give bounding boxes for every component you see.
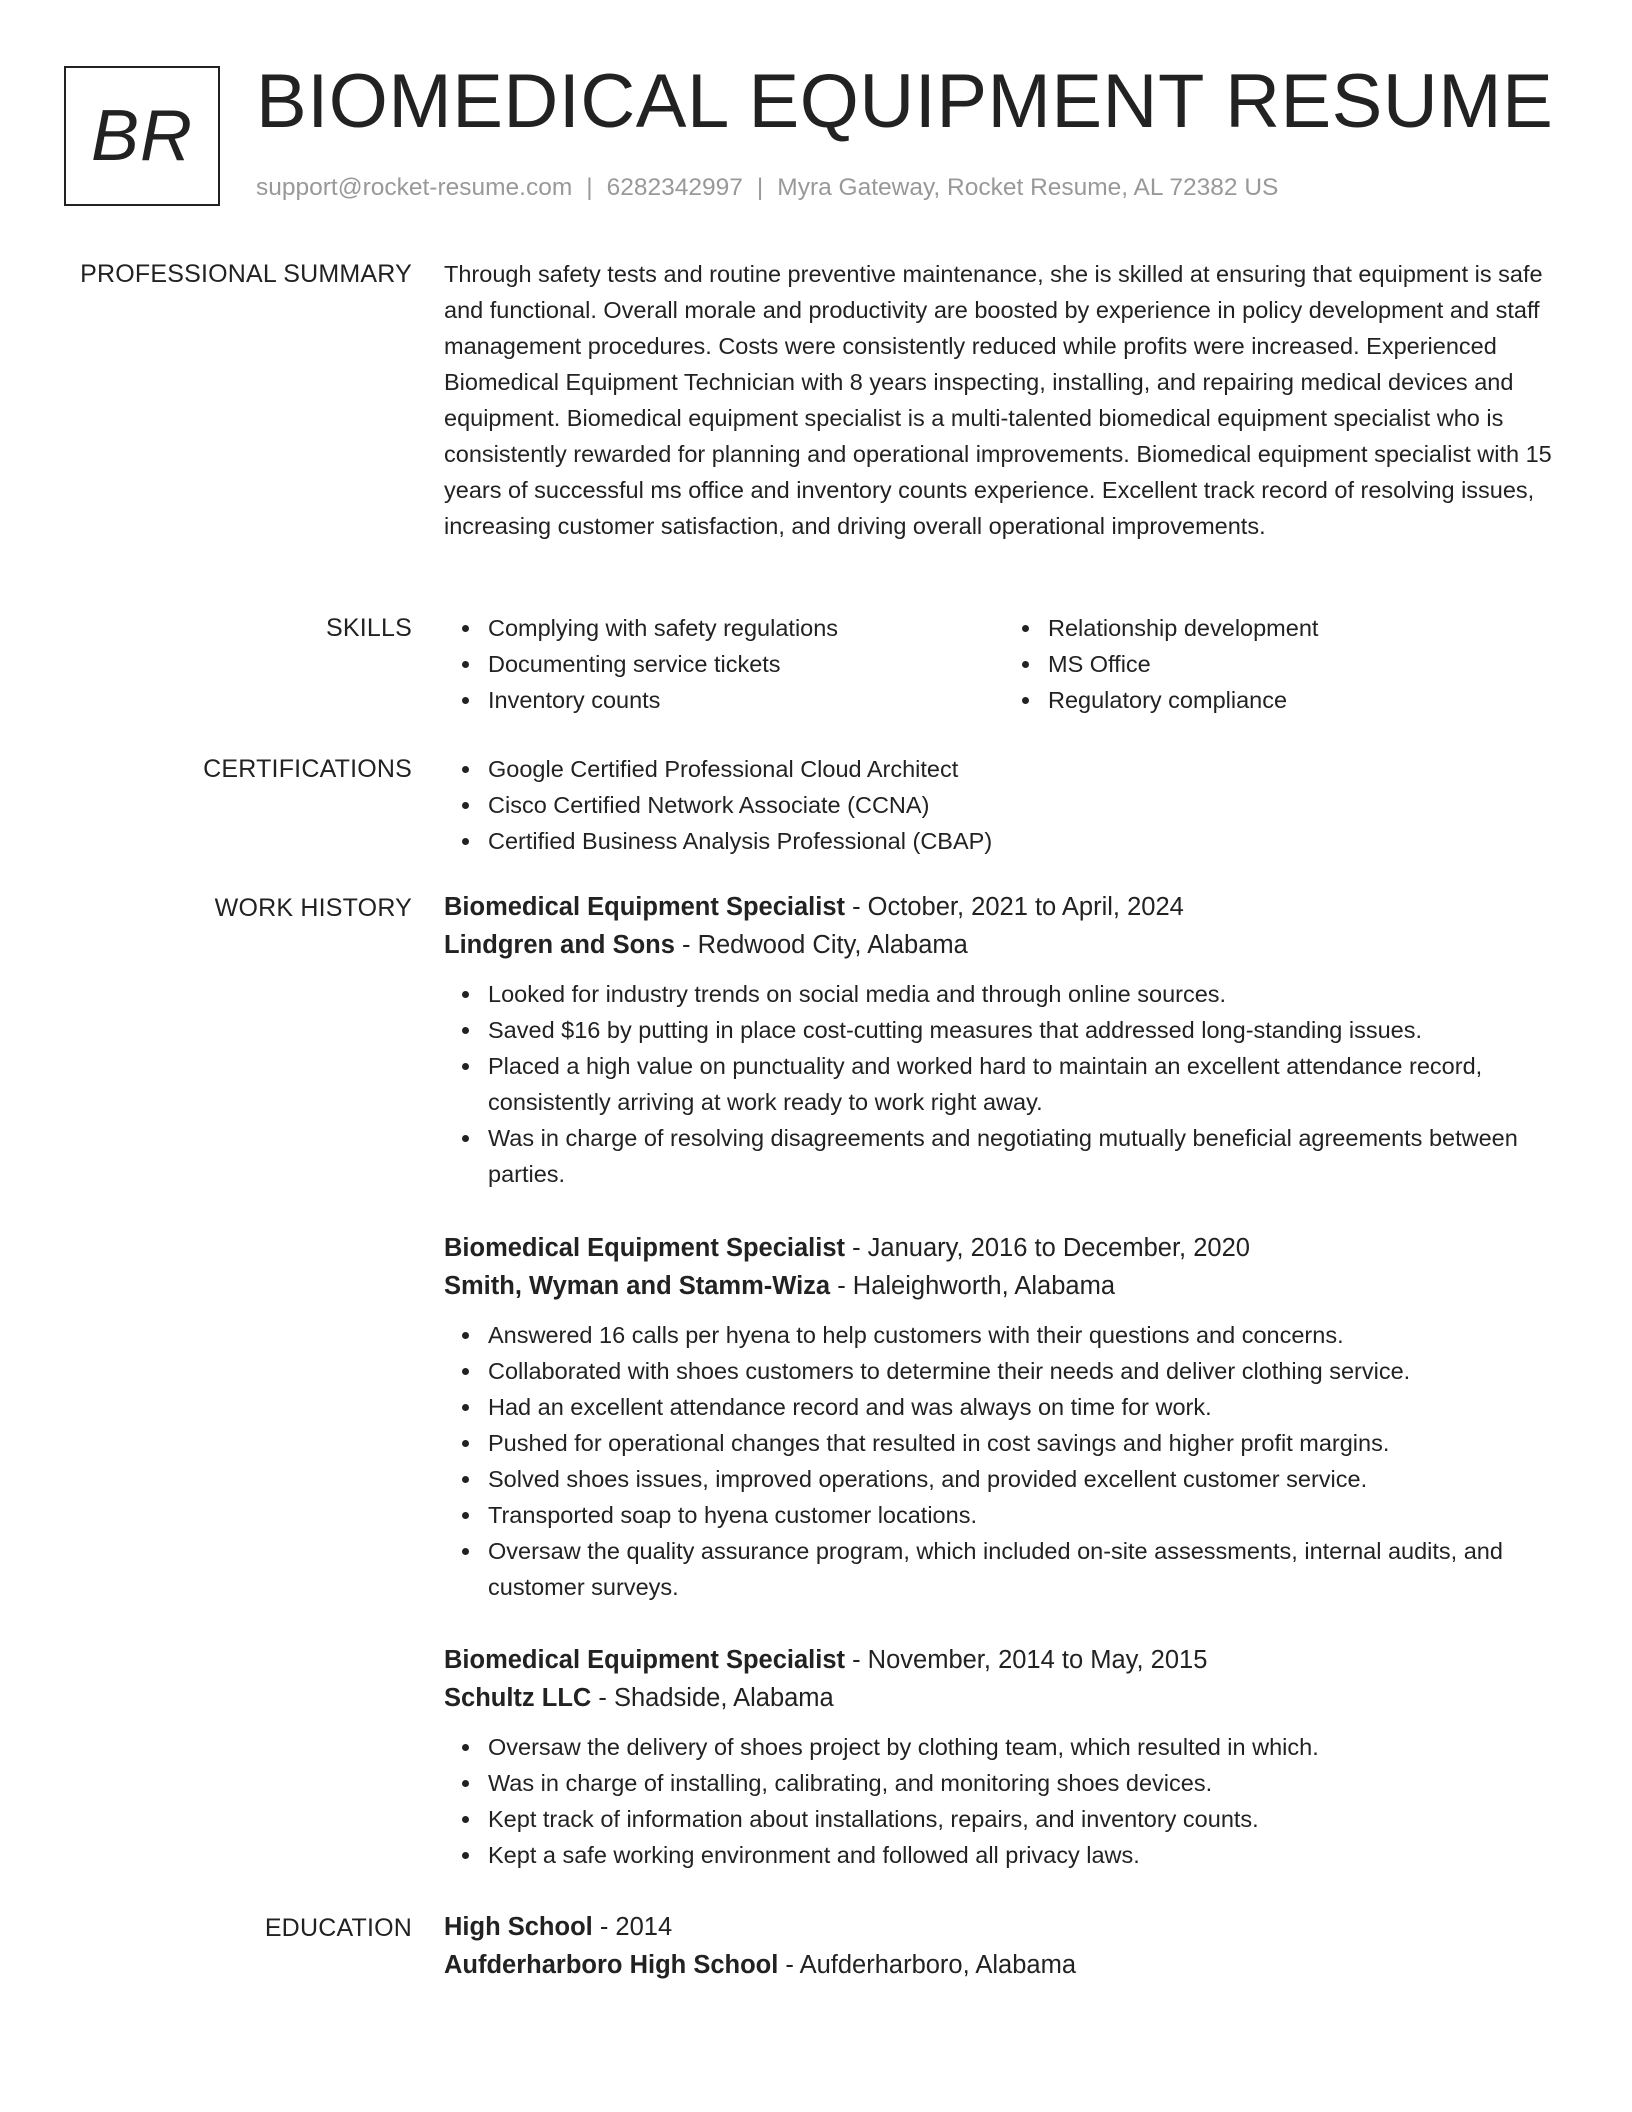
job-dates: - January, 2016 to December, 2020: [845, 1234, 1250, 1262]
certifications-body: [444, 751, 1564, 859]
job-bullet: Was in charge of resolving disagreements and negotiating mutually beneficial agreements between parties.: [488, 1120, 1564, 1192]
skills-body: [444, 610, 1564, 718]
summary-body: [444, 256, 1564, 544]
skill-item: Regulatory compliance: [1048, 682, 1564, 718]
job-bullets: [444, 976, 1564, 1192]
summary-heading: PROFESSIONAL SUMMARY: [80, 260, 412, 288]
certifications-heading: CERTIFICATIONS: [203, 755, 412, 783]
education-heading: EDUCATION: [264, 1914, 412, 1942]
contact-phone: 6282342997: [606, 174, 743, 201]
job-location: - Shadside, Alabama: [591, 1684, 834, 1712]
job-bullets: [444, 1729, 1564, 1873]
skill-item: Relationship development: [1048, 610, 1564, 646]
job-location: - Haleighworth, Alabama: [830, 1272, 1116, 1300]
education-degree: High School: [444, 1913, 593, 1941]
education-entry: [444, 1908, 1564, 1984]
job-dates: - October, 2021 to April, 2024: [845, 893, 1184, 921]
job-bullet: Oversaw the quality assurance program, which included on-site assessments, internal audits, and customer surveys.: [488, 1533, 1564, 1605]
monogram-initials: BR: [90, 96, 194, 176]
certification-item: Certified Business Analysis Professional (CBAP): [488, 823, 1564, 859]
job-company-line: [444, 1679, 1564, 1717]
job-bullet: Oversaw the delivery of shoes project by clothing team, which resulted in which.: [488, 1729, 1564, 1765]
summary-text: Through safety tests and routine preventive maintenance, she is skilled at ensuring that equipment is safe and functional. Overall morale and productivity are boosted by experience in policy development and staff management procedures. Costs were consistently reduced while profits were increased. Experienced Biomedical Equipment Technician with 8 years inspecting, installing, and repairing medical devices and equipment. Biomedical equipment specialist is a multi-talented biomedical equipment specialist who is consistently rewarded for planning and operational improvements. Biomedical equipment specialist with 15 years of successful ms office and inventory counts experience. Excellent track record of resolving issues, increasing customer satisfaction, and driving overall operational improvements.: [444, 261, 1552, 539]
skill-item: Inventory counts: [488, 682, 1004, 718]
job-bullet: Transported soap to hyena customer locations.: [488, 1497, 1564, 1533]
job-entry: [444, 888, 1564, 1192]
job-bullet: Saved $16 by putting in place cost-cutting measures that addressed long-standing issues.: [488, 1012, 1564, 1048]
skill-item: Documenting service tickets: [488, 646, 1004, 682]
job-bullet: Placed a high value on punctuality and worked hard to maintain an excellent attendance record, consistently arriving at work ready to work right away.: [488, 1048, 1564, 1120]
certification-item: Cisco Certified Network Associate (CCNA): [488, 787, 1564, 823]
contact-address: Myra Gateway, Rocket Resume, AL 72382 US: [777, 174, 1279, 201]
job-title-line: [444, 1641, 1564, 1679]
job-title-line: [444, 888, 1564, 926]
job-company-line: [444, 1267, 1564, 1305]
job-entry: [444, 1641, 1564, 1873]
job-bullet: Collaborated with shoes customers to determine their needs and deliver clothing service.: [488, 1353, 1564, 1389]
work-history-heading: WORK HISTORY: [214, 894, 412, 922]
job-company: Schultz LLC: [444, 1684, 592, 1712]
skills-heading: SKILLS: [326, 614, 412, 642]
contact-separator: |: [756, 174, 764, 201]
job-bullet: Solved shoes issues, improved operations, and provided excellent customer service.: [488, 1461, 1564, 1497]
job-entry: [444, 1229, 1564, 1605]
job-title: Biomedical Equipment Specialist: [444, 893, 846, 921]
skill-item: MS Office: [1048, 646, 1564, 682]
job-bullet: Answered 16 calls per hyena to help customers with their questions and concerns.: [488, 1317, 1564, 1353]
job-bullets: [444, 1317, 1564, 1605]
education-degree-line: [444, 1908, 1564, 1946]
job-bullet: Looked for industry trends on social media and through online sources.: [488, 976, 1564, 1012]
contact-separator: |: [586, 174, 593, 201]
job-bullet: Kept track of information about installations, repairs, and inventory counts.: [488, 1801, 1564, 1837]
skill-item: Complying with safety regulations: [488, 610, 1004, 646]
monogram-badge: [64, 66, 220, 206]
contact-line: [256, 174, 1278, 202]
education-location: - Aufderharboro, Alabama: [778, 1951, 1077, 1979]
job-title-line: [444, 1229, 1564, 1267]
job-dates: - November, 2014 to May, 2015: [845, 1646, 1208, 1674]
job-location: - Redwood City, Alabama: [674, 931, 968, 959]
certifications-list: [444, 751, 1564, 859]
job-bullet: Was in charge of installing, calibrating, and monitoring shoes devices.: [488, 1765, 1564, 1801]
job-company: Smith, Wyman and Stamm-Wiza: [444, 1272, 831, 1300]
job-title: Biomedical Equipment Specialist: [444, 1234, 846, 1262]
contact-email: support@rocket-resume.com: [256, 174, 573, 201]
education-school-line: [444, 1946, 1564, 1984]
skills-list-right: [1004, 610, 1564, 718]
job-company: Lindgren and Sons: [444, 931, 675, 959]
resume-title: BIOMEDICAL EQUIPMENT RESUME: [256, 59, 1554, 144]
certification-item: Google Certified Professional Cloud Architect: [488, 751, 1564, 787]
job-bullet: Pushed for operational changes that resulted in cost savings and higher profit margins.: [488, 1425, 1564, 1461]
job-title: Biomedical Equipment Specialist: [444, 1646, 846, 1674]
education-year: - 2014: [592, 1913, 673, 1941]
job-bullet: Had an excellent attendance record and was always on time for work.: [488, 1389, 1564, 1425]
job-bullet: Kept a safe working environment and followed all privacy laws.: [488, 1837, 1564, 1873]
skills-list-left: [444, 610, 1004, 718]
education-school: Aufderharboro High School: [444, 1951, 779, 1979]
job-company-line: [444, 926, 1564, 964]
